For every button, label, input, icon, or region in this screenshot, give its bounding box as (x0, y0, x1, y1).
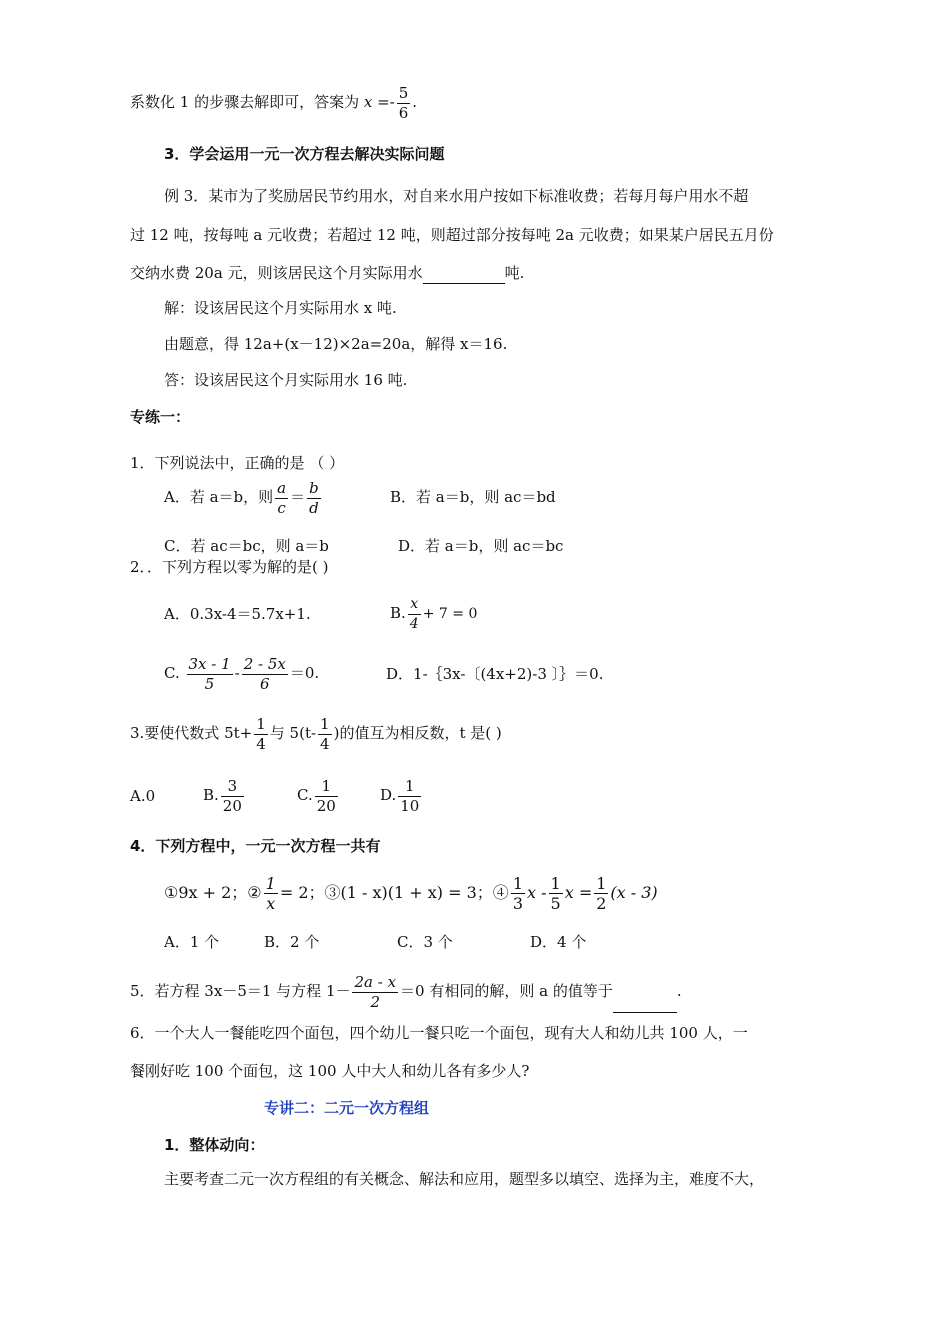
q4-stem: 4．下列方程中，一元一次方程一共有 (130, 837, 381, 855)
q4-equations: ①9x + 2；② $\frac{1}{x}$ = 2；③(1 - x)(1 + x) = 3；④ $\frac{1}{3}$ x - $\frac{1}{5}$ x = $\frac{1}{2}$ (x - 3) (164, 874, 658, 913)
q1-stem: 1．下列说法中，正确的是 （ ） (130, 454, 345, 472)
q4-option-b: B．2 个 (264, 933, 320, 951)
example3-line2: 过 12 吨，按每吨 a 元收费；若超过 12 吨，则超过部分按每吨 2a 元收费；如果某户居民五月份 (130, 226, 774, 244)
q2-stem: 2．．下列方程以零为解的是( ) (130, 558, 329, 576)
q3-option-a: A.0 (130, 787, 156, 805)
answer-text: 系数化 1 的步骤去解即可，答案为 (130, 93, 364, 111)
practice-heading: 专练一： (130, 408, 191, 426)
topic2-text: 主要考查二元一次方程组的有关概念、解法和应用，题型多以填空、选择为主，难度不大， (164, 1170, 765, 1188)
q3-option-c: C. $\frac{1}{20}$ (297, 776, 336, 815)
example3-line3: 交纳水费 20a 元，则该居民这个月实际用水 吨. (130, 264, 525, 282)
answer-var: x (363, 93, 373, 111)
q4-option-d: D．4 个 (530, 933, 587, 951)
example3-line1: 例 3．某市为了奖励居民节约用水，对自来水用户按如下标准收费；若每月每户用水不超 (164, 187, 749, 205)
q5-stem: 5．若方程 3x－5＝1 与方程 1－ $\frac{2a - x}{2}$ ＝0 有相同的解，则 a 的值等于 . (130, 970, 682, 1013)
topic2-heading: 专讲二：二元一次方程组 (264, 1099, 430, 1117)
q2-option-c: C. $\frac{3x - 1}{5}$ - $\frac{2 - 5x}{6}$ ＝0. (164, 654, 320, 693)
q6-line2: 餐刚好吃 100 个面包，这 100 人中大人和幼儿各有多少人? (130, 1062, 530, 1080)
section-heading-3: 3．学会运用一元一次方程去解决实际问题 (164, 145, 445, 163)
q1-option-d: D．若 a＝b，则 ac＝bc (398, 537, 564, 555)
q1-option-c: C．若 ac＝bc，则 a＝b (164, 537, 329, 555)
answer-eq: =- (372, 93, 395, 111)
example3-answer: 答：设该居民这个月实际用水 16 吨. (164, 371, 408, 389)
q5-answer-blank (613, 970, 677, 1013)
q3-option-d: D. $\frac{1}{10}$ (380, 776, 420, 815)
answer-fraction: $\frac{5}{6}$ (398, 83, 409, 122)
example3-solution-1: 解：设该居民这个月实际用水 x 吨. (164, 299, 397, 317)
q2-option-b: B. $\frac{x}{4}$ + 7 = 0 (390, 595, 478, 632)
q6-line1: 6．一个大人一餐能吃四个面包，四个幼儿一餐只吃一个面包，现有大人和幼儿共 100 人，一 (130, 1024, 748, 1042)
q2-option-a: A．0.3x-4＝5.7x+1. (164, 605, 311, 623)
q4-option-a: A．1 个 (164, 933, 220, 951)
answer-blank (423, 263, 505, 284)
q2-option-d: D．1-｛3x-〔(4x+2)-3 〕｝＝0. (386, 665, 604, 683)
answer-line: 系数化 1 的步骤去解即可，答案为 x =- $\frac{5}{6}$ . (130, 83, 418, 122)
topic2-subheading: 1．整体动向： (164, 1136, 265, 1154)
example3-solution-2: 由题意，得 12a+(x－12)×2a=20a，解得 x＝16. (164, 335, 508, 353)
q1-option-a: A．若 a＝b，则 $\frac{a}{c}$ ＝ $\frac{b}{d}$ (164, 478, 319, 517)
q3-option-b: B. $\frac{3}{20}$ (203, 776, 242, 815)
q1-option-b: B．若 a＝b，则 ac＝bd (390, 488, 556, 506)
q3-stem: 3.要使代数式 5t+ $\frac{1}{4}$ 与 5(t- $\frac{1}{4}$ )的值互为相反数，t 是( ) (130, 714, 502, 753)
q4-option-c: C．3 个 (397, 933, 453, 951)
